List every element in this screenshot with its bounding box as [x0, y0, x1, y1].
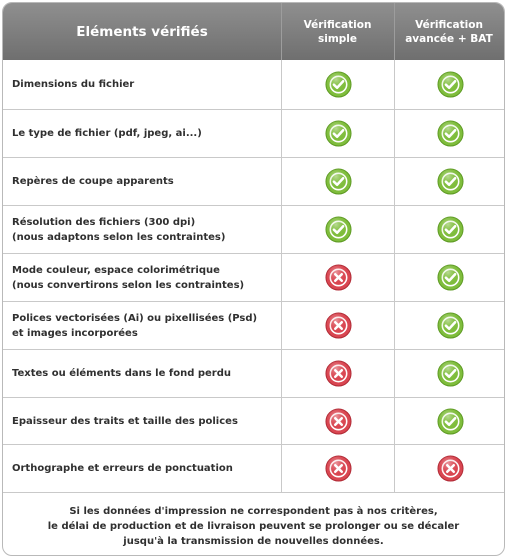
check-circle-icon [437, 168, 464, 195]
table-row [3, 302, 504, 350]
footer-note: Si les données d'impression ne correspondent pas à nos critères, le délai de production et de livraison peuvent se prolonger ou se décaler jusqu'à la transmission de nouvelles données. [47, 506, 460, 547]
table-header [3, 3, 504, 60]
cell-simple [281, 302, 395, 349]
cell-simple [281, 206, 395, 253]
verification-table [2, 2, 505, 556]
cross-circle-icon [325, 312, 352, 339]
cell-simple [281, 350, 395, 397]
row-label: Le type de fichier (pdf, jpeg, ai...) [12, 128, 202, 139]
cell-simple [281, 445, 395, 492]
row-label: Textes ou éléments dans le fond perdu [12, 368, 231, 379]
header-col-simple [281, 3, 394, 60]
cross-circle-icon [325, 408, 352, 435]
header-col-avancee-label: Vérification avancée + BAT [405, 18, 493, 45]
check-circle-icon [437, 408, 464, 435]
check-circle-icon [325, 168, 352, 195]
row-label: Mode couleur, espace colorimétrique (nous convertirons selon les contraintes) [12, 264, 245, 291]
cross-circle-icon [325, 264, 352, 291]
check-circle-icon [325, 216, 352, 243]
table-row [3, 110, 504, 158]
check-circle-icon [437, 120, 464, 147]
cell-avancee [394, 350, 505, 397]
cell-avancee [394, 302, 505, 349]
cell-avancee [394, 158, 505, 205]
table-row [3, 60, 504, 110]
row-label: Dimensions du fichier [12, 79, 135, 90]
check-circle-icon [437, 71, 464, 98]
table-row [3, 445, 504, 493]
row-label: Repères de coupe apparents [12, 176, 174, 187]
check-circle-icon [437, 360, 464, 387]
cell-avancee [394, 445, 505, 492]
table-row [3, 158, 504, 206]
cell-simple [281, 158, 395, 205]
cell-avancee [394, 398, 505, 444]
row-label: Orthographe et erreurs de ponctuation [12, 463, 233, 474]
row-label: Epaisseur des traits et taille des polices [12, 415, 238, 427]
header-col-avancee [394, 3, 504, 60]
check-circle-icon [325, 120, 352, 147]
table-body [3, 60, 504, 493]
table-row [3, 350, 504, 398]
header-col-simple-label: Vérification simple [303, 18, 372, 45]
cell-avancee [394, 110, 505, 157]
table-row [3, 398, 504, 445]
table-row [3, 254, 504, 302]
cell-avancee [394, 206, 505, 253]
cross-circle-icon [437, 455, 464, 482]
check-circle-icon [325, 71, 352, 98]
cell-simple [281, 254, 395, 301]
cross-circle-icon [325, 455, 352, 482]
header-title: Eléments vérifiés [76, 23, 208, 40]
cross-circle-icon [325, 360, 352, 387]
check-circle-icon [437, 312, 464, 339]
row-label: Polices vectorisées (Ai) ou pixellisées (Psd) et images incorporées [12, 312, 258, 339]
cell-avancee [394, 254, 505, 301]
cell-avancee [394, 60, 505, 109]
check-circle-icon [437, 264, 464, 291]
cell-simple [281, 110, 395, 157]
row-label: Résolution des fichiers (300 dpi) (nous adaptons selon les contraintes) [12, 216, 226, 243]
cell-simple [281, 60, 395, 109]
check-circle-icon [437, 216, 464, 243]
cell-simple [281, 398, 395, 444]
table-row [3, 206, 504, 254]
